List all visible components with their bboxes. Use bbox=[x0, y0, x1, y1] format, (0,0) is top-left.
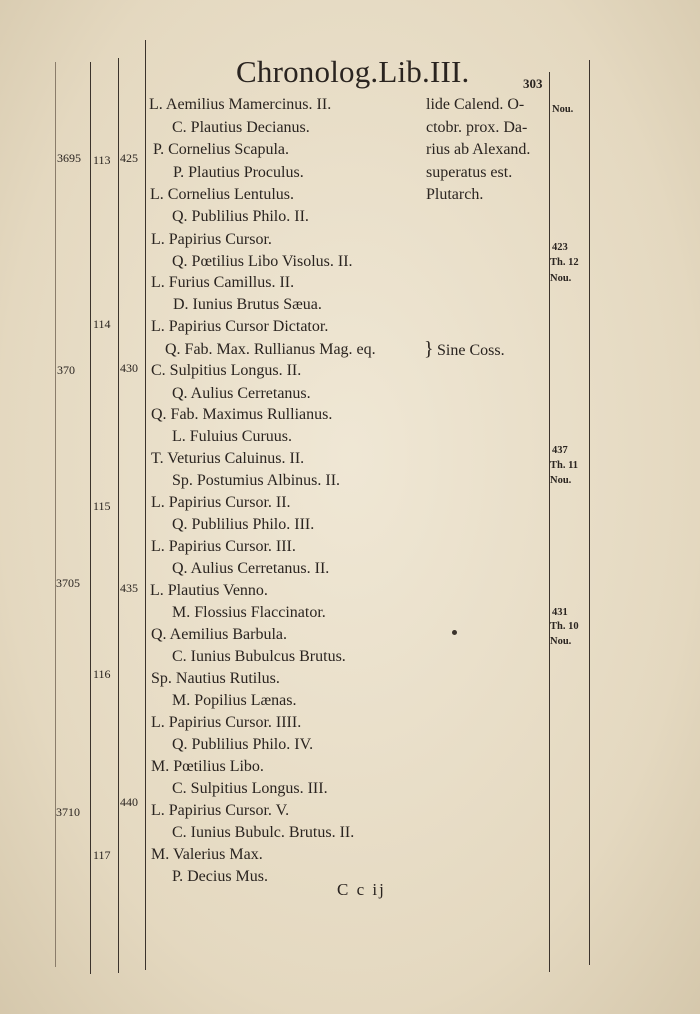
entry: Sp. Nautius Rutilus. bbox=[151, 670, 280, 687]
note-line: Plutarch. bbox=[426, 186, 484, 203]
margin-note: Th. 11 bbox=[550, 460, 579, 471]
margin-note: 431 bbox=[552, 607, 568, 618]
urbs-year-number: 440 bbox=[120, 795, 138, 809]
urbs-year-number: 425 bbox=[120, 151, 138, 165]
entry: L. Papirius Cursor. III. bbox=[151, 538, 296, 555]
entry: Q. Publilius Philo. II. bbox=[172, 208, 309, 225]
brace-glyph: } bbox=[424, 338, 434, 360]
entry: Q. Aemilius Barbula. bbox=[151, 626, 287, 643]
entry: C. Plautius Decianus. bbox=[172, 119, 310, 136]
entry: Q. Publilius Philo. IV. bbox=[172, 736, 314, 753]
folio-number: 303 bbox=[523, 76, 543, 91]
entry: M. Pœtilius Libo. bbox=[151, 758, 264, 775]
sine-coss-note: Sine Coss. bbox=[437, 342, 505, 359]
olympiad-number: 115 bbox=[93, 499, 111, 513]
note-line: superatus est. bbox=[426, 164, 513, 181]
entry: L. Papirius Cursor. V. bbox=[151, 802, 290, 819]
page-title: Chronolog.Lib.III. bbox=[236, 54, 470, 89]
entry: M. Flossius Flaccinator. bbox=[172, 604, 326, 621]
column-rule-4 bbox=[549, 72, 550, 972]
entry: L. Papirius Cursor. II. bbox=[151, 494, 291, 511]
entry: C. Iunius Bubulcus Brutus. bbox=[172, 648, 346, 665]
entry: L. Fuluius Curuus. bbox=[172, 428, 293, 445]
entry: L. Cornelius Lentulus. bbox=[150, 186, 294, 203]
entry: P. Plautius Proculus. bbox=[173, 164, 304, 181]
year-number: 3705 bbox=[56, 576, 80, 590]
note-line: rius ab Alexand. bbox=[426, 141, 531, 158]
margin-note: Nou. bbox=[552, 104, 574, 115]
note-line: ctobr. prox. Da- bbox=[426, 119, 528, 136]
entry: P. Cornelius Scapula. bbox=[153, 141, 289, 158]
entry: D. Iunius Brutus Sæua. bbox=[173, 296, 322, 313]
note-line: lide Calend. O- bbox=[426, 96, 525, 113]
entry: Q. Fab. Maximus Rullianus. bbox=[151, 406, 333, 423]
entry: C. Sulpitius Longus. II. bbox=[151, 362, 302, 379]
urbs-year-number: 430 bbox=[120, 361, 138, 375]
entry: L. Plautius Venno. bbox=[150, 582, 268, 599]
margin-note: Nou. bbox=[550, 273, 572, 284]
column-rule-5 bbox=[589, 60, 590, 965]
column-rule-left bbox=[55, 62, 56, 967]
entry: L. Papirius Cursor Dictator. bbox=[151, 318, 329, 335]
olympiad-number: 114 bbox=[93, 317, 111, 331]
entry: M. Valerius Max. bbox=[151, 846, 263, 863]
entry: L. Furius Camillus. II. bbox=[151, 274, 295, 291]
catchword: C c ij bbox=[337, 880, 386, 899]
urbs-year-number: 435 bbox=[120, 581, 138, 595]
entry: Q. Aulius Cerretanus. bbox=[172, 385, 311, 402]
entry: L. Aemilius Mamercinus. II. bbox=[149, 96, 332, 113]
year-number: 370 bbox=[57, 363, 75, 377]
ink-dot bbox=[452, 630, 457, 635]
entry: Q. Aulius Cerretanus. II. bbox=[172, 560, 330, 577]
margin-note: Th. 12 bbox=[550, 257, 579, 268]
margin-note: 423 bbox=[552, 242, 568, 253]
column-rule-2 bbox=[118, 58, 119, 973]
entry: Q. Pœtilius Libo Visolus. II. bbox=[172, 253, 353, 270]
entry: C. Iunius Bubulc. Brutus. II. bbox=[172, 824, 355, 841]
olympiad-number: 113 bbox=[93, 153, 111, 167]
olympiad-number: 116 bbox=[93, 667, 111, 681]
entry: P. Decius Mus. bbox=[172, 868, 269, 885]
entry: Q. Publilius Philo. III. bbox=[172, 516, 315, 533]
entry: Sp. Postumius Albinus. II. bbox=[172, 472, 341, 489]
entry: L. Papirius Cursor. IIII. bbox=[151, 714, 302, 731]
margin-note: Nou. bbox=[550, 475, 572, 486]
entry: L. Papirius Cursor. bbox=[151, 231, 272, 248]
year-number: 3710 bbox=[56, 805, 80, 819]
entry: Q. Fab. Max. Rullianus Mag. eq. bbox=[165, 341, 376, 358]
column-rule-1 bbox=[90, 62, 91, 974]
entry: M. Popilius Lænas. bbox=[172, 692, 297, 709]
olympiad-number: 117 bbox=[93, 848, 111, 862]
year-number: 3695 bbox=[57, 151, 81, 165]
entry: C. Sulpitius Longus. III. bbox=[172, 780, 328, 797]
entry: T. Veturius Caluinus. II. bbox=[151, 450, 305, 467]
margin-note: Nou. bbox=[550, 636, 572, 647]
margin-note: Th. 10 bbox=[550, 621, 579, 632]
column-rule-3 bbox=[145, 40, 146, 970]
margin-note: 437 bbox=[552, 445, 568, 456]
